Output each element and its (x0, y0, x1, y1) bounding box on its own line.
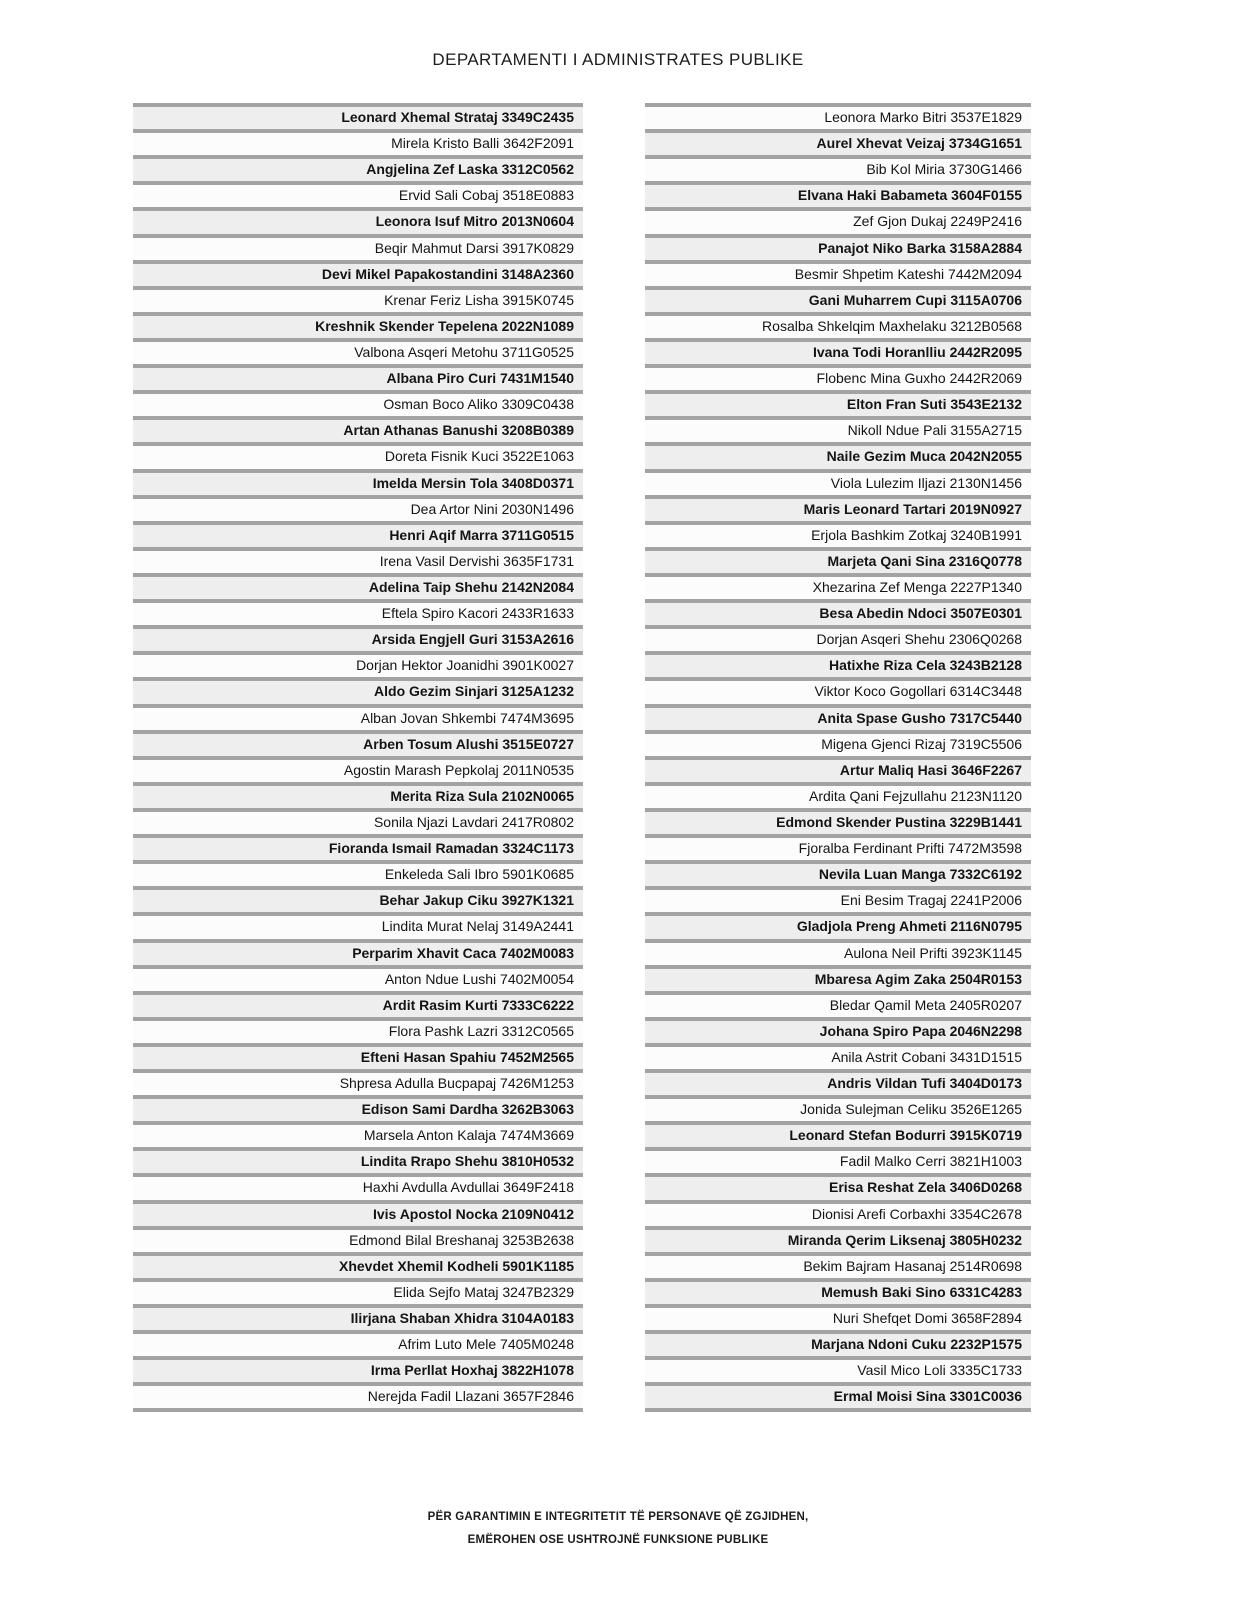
list-item: Dorjan Hektor Joanidhi 3901K0027 (133, 651, 583, 677)
list-item: Rosalba Shkelqim Maxhelaku 3212B0568 (645, 312, 1031, 338)
list-item: Ervid Sali Cobaj 3518E0883 (133, 181, 583, 207)
list-item: Anita Spase Gusho 7317C5440 (645, 704, 1031, 730)
list-item: Viktor Koco Gogollari 6314C3448 (645, 677, 1031, 703)
list-item: Ivis Apostol Nocka 2109N0412 (133, 1200, 583, 1226)
list-item: Merita Riza Sula 2102N0065 (133, 782, 583, 808)
footer-line-1: PËR GARANTIMIN E INTEGRITETIT TË PERSONAVE QË ZGJIDHEN, (427, 1511, 809, 1523)
list-item: Albana Piro Curi 7431M1540 (133, 364, 583, 390)
list-item: Ilirjana Shaban Xhidra 3104A0183 (133, 1304, 583, 1330)
list-item: Leonora Isuf Mitro 2013N0604 (133, 207, 583, 233)
list-item: Xhevdet Xhemil Kodheli 5901K1185 (133, 1252, 583, 1278)
list-item: Zef Gjon Dukaj 2249P2416 (645, 207, 1031, 233)
list-item: Aulona Neil Prifti 3923K1145 (645, 939, 1031, 965)
list-item: Alban Jovan Shkembi 7474M3695 (133, 704, 583, 730)
list-item: Adelina Taip Shehu 2142N2084 (133, 573, 583, 599)
list-item: Lindita Rrapo Shehu 3810H0532 (133, 1147, 583, 1173)
list-item: Devi Mikel Papakostandini 3148A2360 (133, 260, 583, 286)
list-item: Naile Gezim Muca 2042N2055 (645, 442, 1031, 468)
list-item: Ermal Moisi Sina 3301C0036 (645, 1382, 1031, 1408)
list-item: Aldo Gezim Sinjari 3125A1232 (133, 677, 583, 703)
footer-line-2: EMËROHEN OSE USHTROJNË FUNKSIONE PUBLIKE (467, 1534, 769, 1546)
list-item: Behar Jakup Ciku 3927K1321 (133, 886, 583, 912)
list-item: Irma Perllat Hoxhaj 3822H1078 (133, 1356, 583, 1382)
list-item: Angjelina Zef Laska 3312C0562 (133, 155, 583, 181)
list-item: Dionisi Arefi Corbaxhi 3354C2678 (645, 1200, 1031, 1226)
list-item: Dorjan Asqeri Shehu 2306Q0268 (645, 625, 1031, 651)
list-item: Leonard Xhemal Strataj 3349C2435 (133, 103, 583, 129)
list-item: Panajot Niko Barka 3158A2884 (645, 234, 1031, 260)
list-item: Johana Spiro Papa 2046N2298 (645, 1017, 1031, 1043)
list-item: Viola Lulezim Iljazi 2130N1456 (645, 469, 1031, 495)
list-item: Irena Vasil Dervishi 3635F1731 (133, 547, 583, 573)
list-item: Gani Muharrem Cupi 3115A0706 (645, 286, 1031, 312)
list-item: Besmir Shpetim Kateshi 7442M2094 (645, 260, 1031, 286)
list-item: Ardit Rasim Kurti 7333C6222 (133, 991, 583, 1017)
list-item: Krenar Feriz Lisha 3915K0745 (133, 286, 583, 312)
list-item: Fadil Malko Cerri 3821H1003 (645, 1147, 1031, 1173)
list-item: Fioranda Ismail Ramadan 3324C1173 (133, 834, 583, 860)
list-item: Gladjola Preng Ahmeti 2116N0795 (645, 912, 1031, 938)
list-item: Efteni Hasan Spahiu 7452M2565 (133, 1043, 583, 1069)
list-item: Flobenc Mina Guxho 2442R2069 (645, 364, 1031, 390)
list-item: Anton Ndue Lushi 7402M0054 (133, 965, 583, 991)
list-item: Xhezarina Zef Menga 2227P1340 (645, 573, 1031, 599)
list-item: Memush Baki Sino 6331C4283 (645, 1278, 1031, 1304)
list-item: Edison Sami Dardha 3262B3063 (133, 1095, 583, 1121)
list-item: Marjana Ndoni Cuku 2232P1575 (645, 1330, 1031, 1356)
list-item: Aurel Xhevat Veizaj 3734G1651 (645, 129, 1031, 155)
list-item: Hatixhe Riza Cela 3243B2128 (645, 651, 1031, 677)
list-item: Migena Gjenci Rizaj 7319C5506 (645, 730, 1031, 756)
list-item: Shpresa Adulla Bucpapaj 7426M1253 (133, 1069, 583, 1095)
list-item: Mbaresa Agim Zaka 2504R0153 (645, 965, 1031, 991)
list-item: Leonard Stefan Bodurri 3915K0719 (645, 1121, 1031, 1147)
list-item: Agostin Marash Pepkolaj 2011N0535 (133, 756, 583, 782)
list-item: Nerejda Fadil Llazani 3657F2846 (133, 1382, 583, 1408)
list-item: Besa Abedin Ndoci 3507E0301 (645, 599, 1031, 625)
list-item: Sonila Njazi Lavdari 2417R0802 (133, 808, 583, 834)
list-item: Artur Maliq Hasi 3646F2267 (645, 756, 1031, 782)
list-item: Andris Vildan Tufi 3404D0173 (645, 1069, 1031, 1095)
list-item: Flora Pashk Lazri 3312C0565 (133, 1017, 583, 1043)
list-item: Erisa Reshat Zela 3406D0268 (645, 1173, 1031, 1199)
list-item: Arben Tosum Alushi 3515E0727 (133, 730, 583, 756)
list-item: Enkeleda Sali Ibro 5901K0685 (133, 860, 583, 886)
list-item: Dea Artor Nini 2030N1496 (133, 495, 583, 521)
list-item: Jonida Sulejman Celiku 3526E1265 (645, 1095, 1031, 1121)
list-item: Afrim Luto Mele 7405M0248 (133, 1330, 583, 1356)
list-item: Nevila Luan Manga 7332C6192 (645, 860, 1031, 886)
list-item: Elida Sejfo Mataj 3247B2329 (133, 1278, 583, 1304)
list-item: Ivana Todi Horanlliu 2442R2095 (645, 338, 1031, 364)
list-item: Haxhi Avdulla Avdullai 3649F2418 (133, 1173, 583, 1199)
list-item: Nuri Shefqet Domi 3658F2894 (645, 1304, 1031, 1330)
list-item: Imelda Mersin Tola 3408D0371 (133, 469, 583, 495)
list-item: Elton Fran Suti 3543E2132 (645, 390, 1031, 416)
list-item: Eftela Spiro Kacori 2433R1633 (133, 599, 583, 625)
list-item: Bekim Bajram Hasanaj 2514R0698 (645, 1252, 1031, 1278)
list-item: Mirela Kristo Balli 3642F2091 (133, 129, 583, 155)
list-item: Nikoll Ndue Pali 3155A2715 (645, 416, 1031, 442)
list-item: Ardita Qani Fejzullahu 2123N1120 (645, 782, 1031, 808)
list-item: Fjoralba Ferdinant Prifti 7472M3598 (645, 834, 1031, 860)
list-item: Marsela Anton Kalaja 7474M3669 (133, 1121, 583, 1147)
list-item: Beqir Mahmut Darsi 3917K0829 (133, 234, 583, 260)
list-item: Lindita Murat Nelaj 3149A2441 (133, 912, 583, 938)
list-item: Edmond Bilal Breshanaj 3253B2638 (133, 1226, 583, 1252)
list-item: Miranda Qerim Liksenaj 3805H0232 (645, 1226, 1031, 1252)
list-item: Anila Astrit Cobani 3431D1515 (645, 1043, 1031, 1069)
page-title: DEPARTAMENTI I ADMINISTRATES PUBLIKE (432, 50, 804, 69)
list-item: Erjola Bashkim Zotkaj 3240B1991 (645, 521, 1031, 547)
footer (0, 1506, 1236, 1552)
list-item: Leonora Marko Bitri 3537E1829 (645, 103, 1031, 129)
list-item: Perparim Xhavit Caca 7402M0083 (133, 939, 583, 965)
list-item: Henri Aqif Marra 3711G0515 (133, 521, 583, 547)
list-item: Artan Athanas Banushi 3208B0389 (133, 416, 583, 442)
list-item: Osman Boco Aliko 3309C0438 (133, 390, 583, 416)
list-item: Elvana Haki Babameta 3604F0155 (645, 181, 1031, 207)
list-item: Vasil Mico Loli 3335C1733 (645, 1356, 1031, 1382)
list-item: Bledar Qamil Meta 2405R0207 (645, 991, 1031, 1017)
list-item: Valbona Asqeri Metohu 3711G0525 (133, 338, 583, 364)
list-item: Eni Besim Tragaj 2241P2006 (645, 886, 1031, 912)
list-item: Edmond Skender Pustina 3229B1441 (645, 808, 1031, 834)
list-item: Doreta Fisnik Kuci 3522E1063 (133, 442, 583, 468)
name-list-left-column (133, 103, 583, 1412)
list-item: Kreshnik Skender Tepelena 2022N1089 (133, 312, 583, 338)
list-item: Maris Leonard Tartari 2019N0927 (645, 495, 1031, 521)
list-item: Marjeta Qani Sina 2316Q0778 (645, 547, 1031, 573)
name-list-right-column (645, 103, 1031, 1412)
list-item: Bib Kol Miria 3730G1466 (645, 155, 1031, 181)
list-item: Arsida Engjell Guri 3153A2616 (133, 625, 583, 651)
